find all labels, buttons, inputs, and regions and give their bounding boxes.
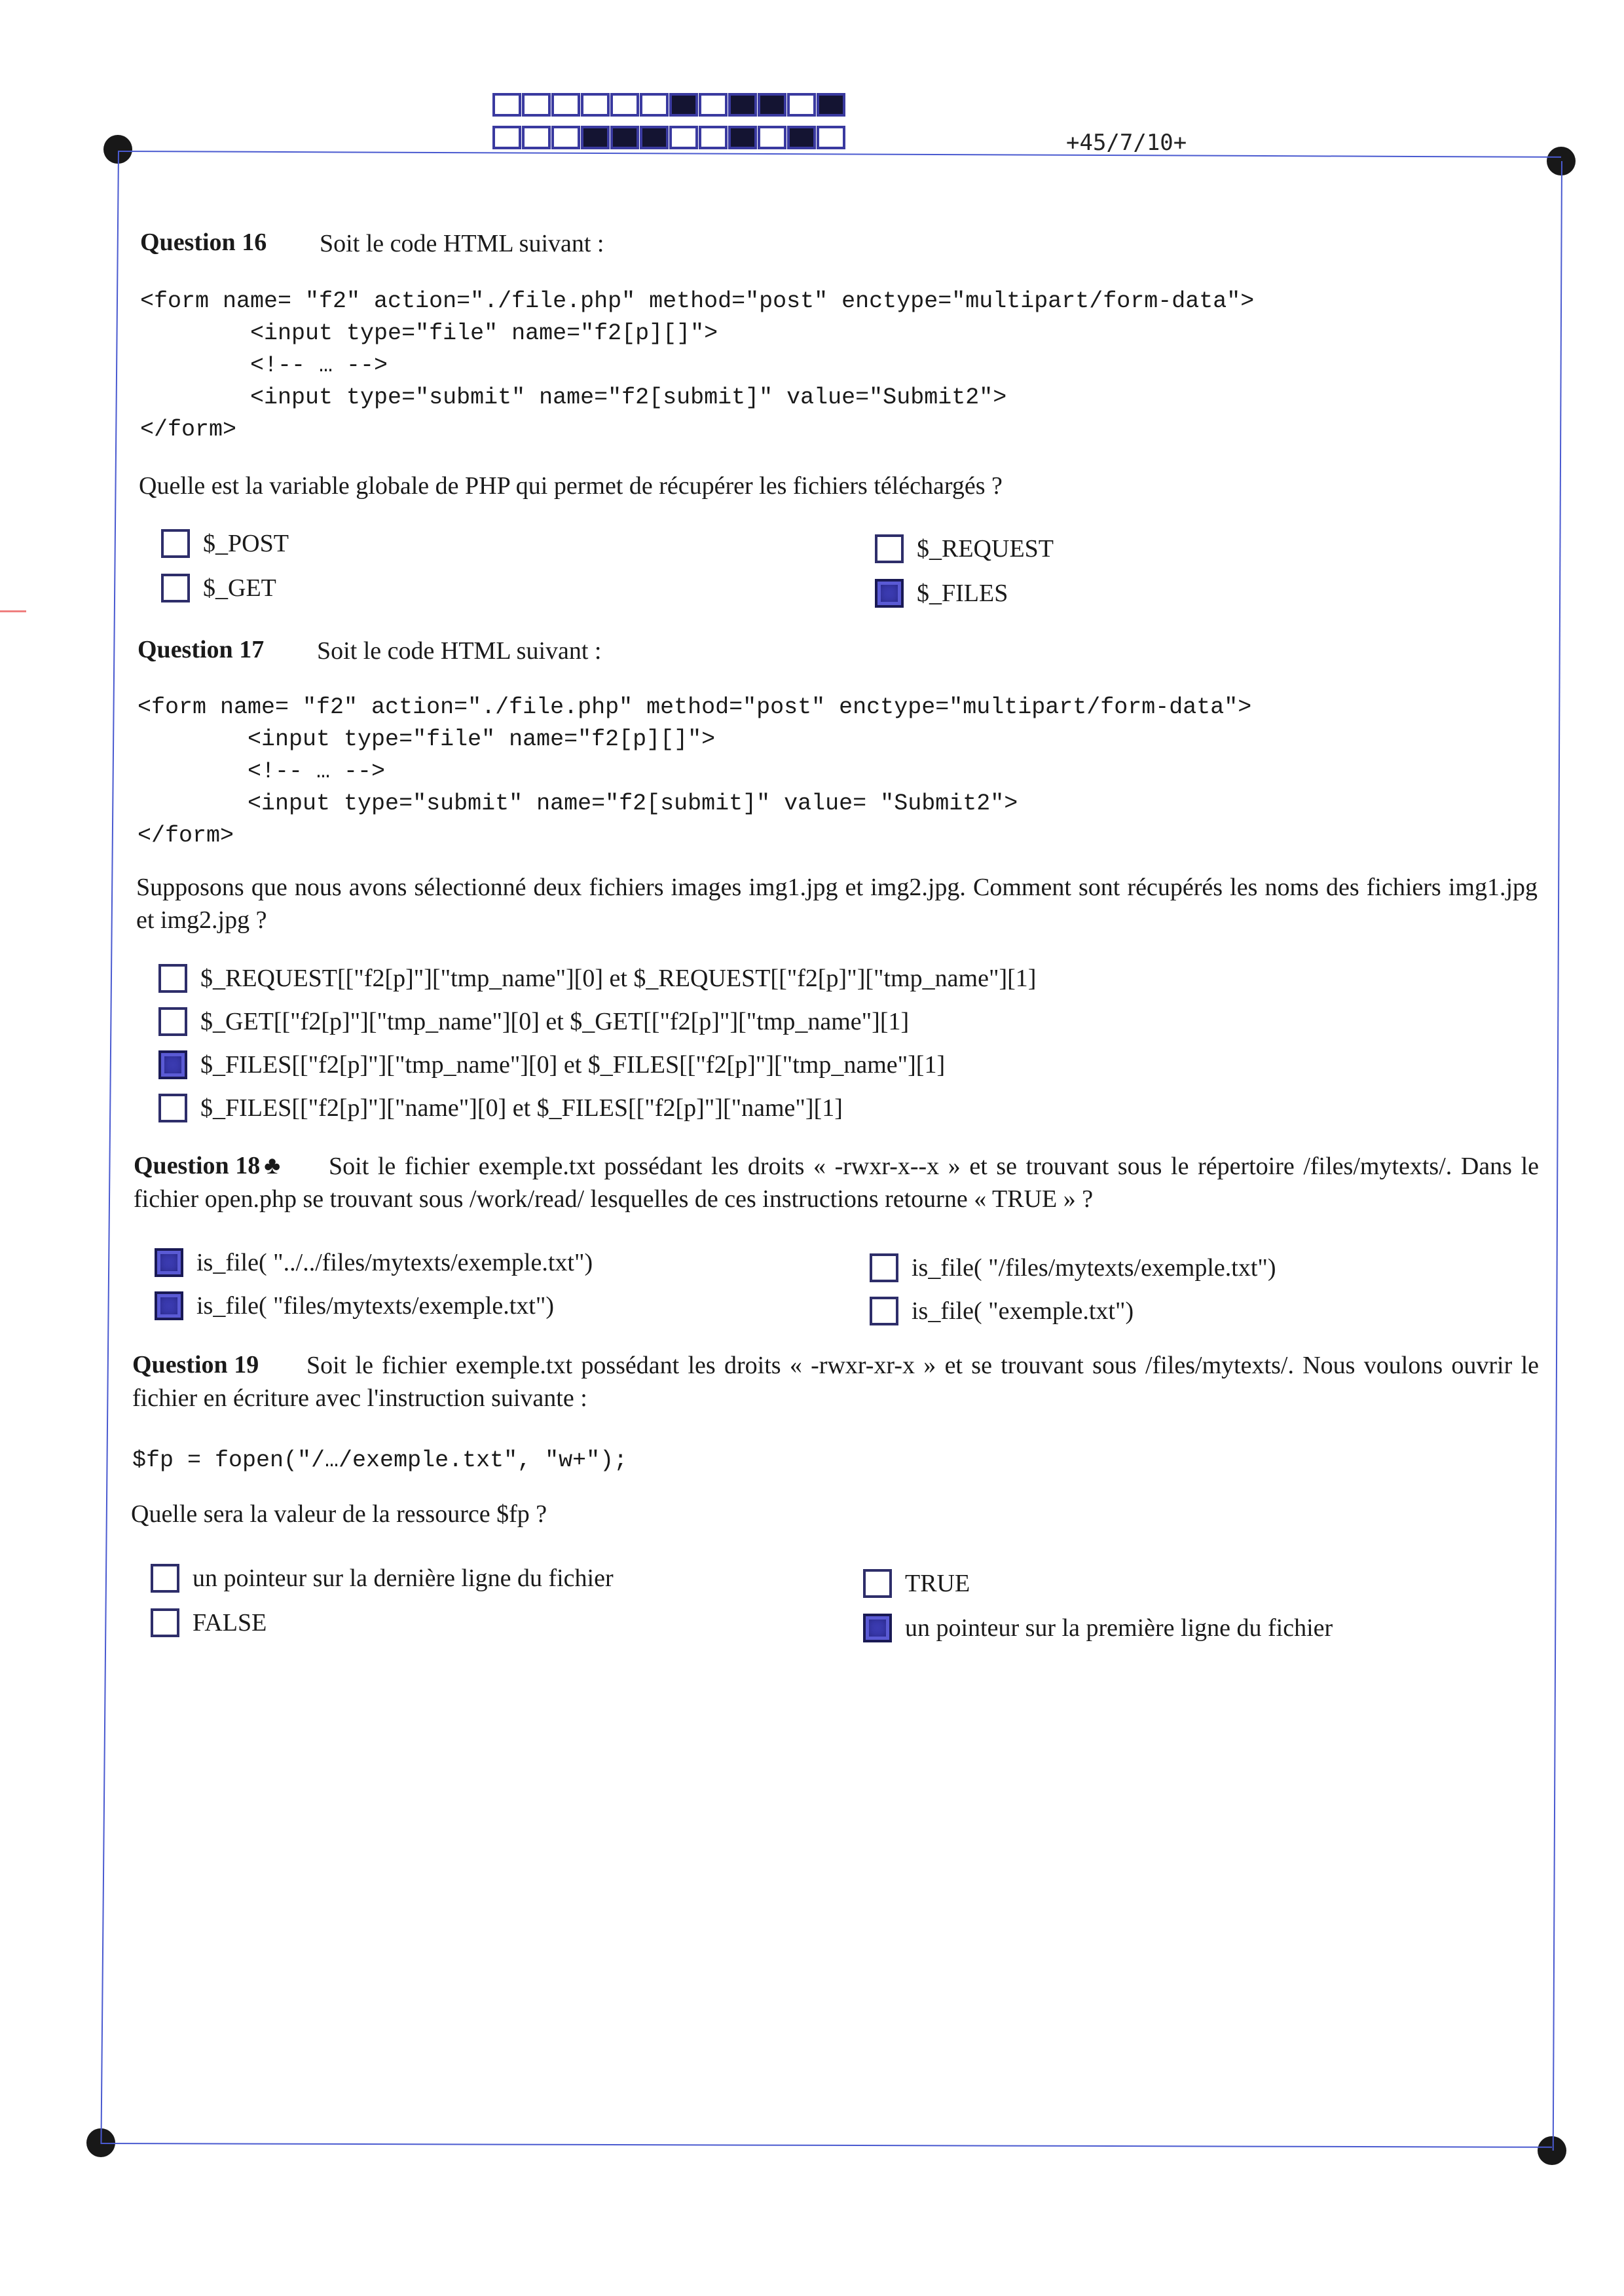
q19-option[interactable] [151, 1608, 267, 1637]
q16-question: Quelle est la variable globale de PHP qui permet de récupérer les fichiers téléchargés ? [139, 472, 1003, 500]
option-label: is_file( "../../files/mytexts/exemple.txt") [196, 1249, 593, 1276]
checkbox[interactable] [158, 964, 187, 993]
page-id: +45/7/10+ [1066, 130, 1187, 156]
q17-option[interactable] [158, 1094, 843, 1122]
barcode-cell [492, 126, 521, 149]
option-label: FALSE [193, 1609, 267, 1637]
barcode-cell [817, 126, 845, 149]
option-label: $_FILES[["f2[p]"]["name"][0] et $_FILES[["f2[p]"]["name"][1] [200, 1094, 843, 1122]
barcode-cell [581, 93, 610, 117]
q19-option[interactable] [151, 1564, 614, 1593]
option-label: $_REQUEST[["f2[p]"]["tmp_name"][0] et $_REQUEST[["f2[p]"]["tmp_name"][1] [200, 965, 1037, 992]
checkbox[interactable] [151, 1564, 179, 1593]
option-label: $_POST [203, 530, 289, 557]
checkbox[interactable] [158, 1050, 187, 1079]
q16-option[interactable] [875, 534, 1054, 563]
option-label: is_file( "/files/mytexts/exemple.txt") [912, 1254, 1276, 1282]
q18-title-text: Question 18 [134, 1152, 261, 1179]
checkbox[interactable] [863, 1614, 892, 1642]
barcode-cell [758, 126, 786, 149]
checkbox[interactable] [151, 1608, 179, 1637]
q19-option[interactable] [863, 1614, 1333, 1642]
option-label: $_REQUEST [917, 535, 1054, 563]
option-label: $_FILES [917, 580, 1008, 607]
option-label: $_GET [203, 574, 276, 602]
frame-bottom-line [101, 2143, 1552, 2148]
checkbox[interactable] [161, 529, 190, 558]
q16-title: Question 16 [140, 229, 267, 256]
q17-option[interactable] [158, 1007, 909, 1036]
q18-option[interactable] [870, 1297, 1134, 1325]
option-label: TRUE [905, 1570, 970, 1597]
option-label: is_file( "exemple.txt") [912, 1297, 1134, 1325]
option-label: un pointeur sur la première ligne du fichier [905, 1614, 1333, 1642]
q19-text: Soit le fichier exemple.txt possédant les droits « -rwxr-xr-x » et se trouvant sous /files/mytexts/. Nous voulons ouvrir le fichier en écriture avec l'instruction suivante : [132, 1352, 1539, 1412]
barcode-cell [758, 93, 786, 117]
q16-intro: Soit le code HTML suivant : [320, 230, 604, 257]
q17-option[interactable] [158, 1050, 945, 1079]
barcode-cell [492, 93, 521, 117]
barcode-cell [640, 93, 669, 117]
barcode-cell [551, 93, 580, 117]
frame-top-line [118, 151, 1561, 158]
checkbox[interactable] [158, 1007, 187, 1036]
option-label: is_file( "files/mytexts/exemple.txt") [196, 1292, 555, 1320]
checkbox[interactable] [155, 1248, 183, 1277]
q16-option[interactable] [161, 529, 289, 558]
barcode-cell [787, 93, 816, 117]
barcode-row-2 [492, 126, 846, 149]
barcode-cell [610, 126, 639, 149]
checkbox[interactable] [870, 1253, 898, 1282]
q16-option[interactable] [161, 574, 276, 602]
q16-code: <form name= "f2" action="./file.php" method="post" enctype="multipart/form-data"> <input type="file" name="f2[p][]"> <!-- … --> <input type="submit" name="f2[submit]" value="Submit2"> </form> [140, 288, 1255, 443]
barcode-row-1 [492, 93, 846, 117]
q19-title: Question 19 [132, 1351, 259, 1379]
checkbox[interactable] [863, 1569, 892, 1598]
barcode-cell [581, 126, 610, 149]
checkbox[interactable] [875, 579, 904, 608]
barcode-cell [699, 93, 728, 117]
q17-question: Supposons que nous avons sélectionné deux fichiers images img1.jpg et img2.jpg. Comment sont récupérés les noms des fichiers img1.jpg et img2.jpg ? [136, 874, 1538, 934]
barcode-cell [610, 93, 639, 117]
option-label: $_GET[["f2[p]"]["tmp_name"][0] et $_GET[["f2[p]"]["tmp_name"][1] [200, 1008, 910, 1035]
barcode-cell [669, 126, 698, 149]
q19-code: $fp = fopen("/…/exemple.txt", "w+"); [132, 1447, 628, 1473]
q17-title: Question 17 [138, 636, 265, 663]
margin-tick [0, 610, 26, 612]
q17-code: <form name= "f2" action="./file.php" method="post" enctype="multipart/form-data"> <input type="file" name="f2[p][]"> <!-- … --> <input type="submit" name="f2[submit]" value= "Submit2"> </form> [138, 694, 1252, 849]
frame-left-line [100, 151, 119, 2144]
barcode-cell [699, 126, 728, 149]
barcode-cell [551, 126, 580, 149]
barcode-cell [728, 93, 757, 117]
q19-question: Quelle sera la valeur de la ressource $fp ? [131, 1500, 547, 1528]
barcode-cell [787, 126, 816, 149]
barcode-cell [522, 126, 551, 149]
frame-right-line [1553, 161, 1562, 2151]
q18-option[interactable] [870, 1253, 1276, 1282]
checkbox[interactable] [875, 534, 904, 563]
barcode-cell [669, 93, 698, 117]
q17-intro: Soit le code HTML suivant : [317, 637, 602, 665]
q18-option[interactable] [155, 1248, 593, 1277]
barcode-cell [728, 126, 757, 149]
option-label: $_FILES[["f2[p]"]["tmp_name"][0] et $_FILES[["f2[p]"]["tmp_name"][1] [200, 1051, 946, 1079]
q16-option[interactable] [875, 579, 1008, 608]
checkbox[interactable] [155, 1291, 183, 1320]
checkbox[interactable] [870, 1297, 898, 1325]
checkbox[interactable] [161, 574, 190, 602]
club-icon: ♣ [264, 1152, 281, 1179]
barcode-cell [640, 126, 669, 149]
option-label: un pointeur sur la dernière ligne du fichier [193, 1565, 614, 1592]
q18-option[interactable] [155, 1291, 554, 1320]
barcode-cell [817, 93, 845, 117]
q18-text: Soit le fichier exemple.txt possédant les droits « -rwxr-x--x » et se trouvant sous le répertoire /files/mytexts/. Dans le fichier open.php se trouvant sous /work/read/ lesquelles de ces instructions retourne « TRUE » ? [134, 1153, 1539, 1213]
q17-option[interactable] [158, 964, 1036, 993]
barcode-cell [522, 93, 551, 117]
q19-option[interactable] [863, 1569, 970, 1598]
checkbox[interactable] [158, 1094, 187, 1122]
